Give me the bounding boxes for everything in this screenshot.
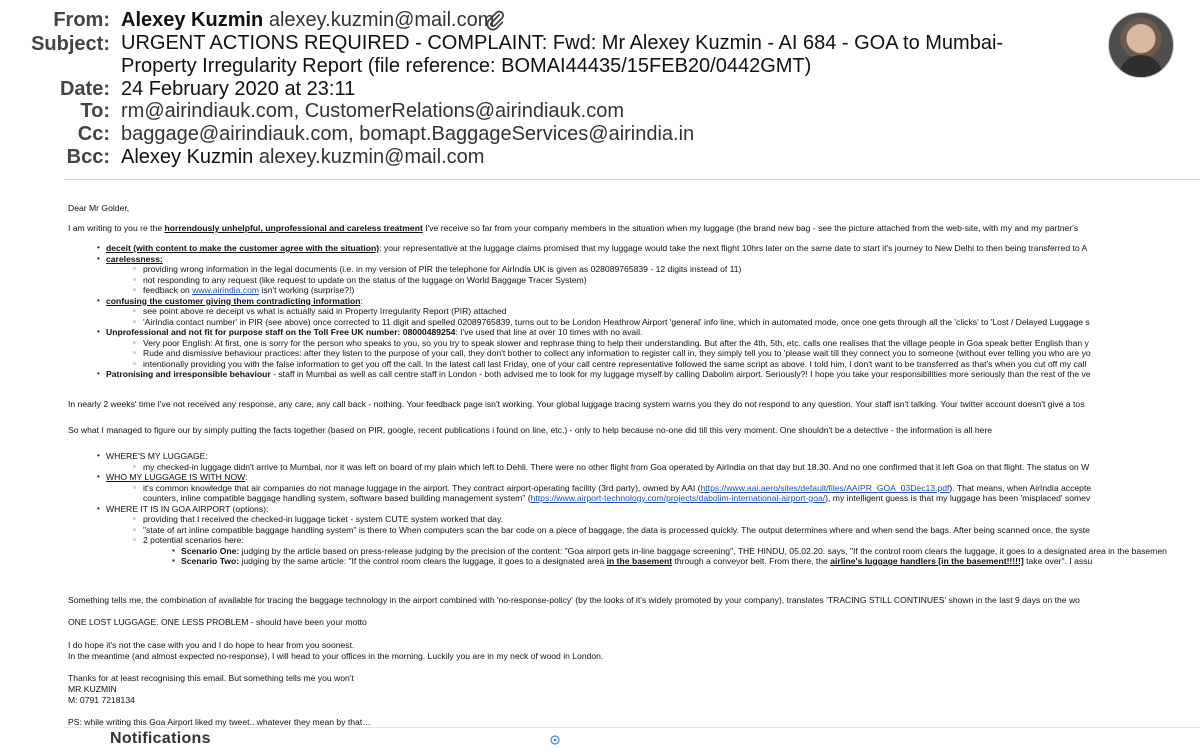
embedded-image-divider bbox=[64, 727, 1200, 728]
to-recipient-2[interactable]: CustomerRelations@airindiauk.com bbox=[304, 100, 625, 122]
bullet-icon: • bbox=[97, 503, 100, 513]
bullet-icon: ▪ bbox=[172, 556, 175, 565]
feedback-text-b: isn't working (surprise?!) bbox=[259, 285, 355, 295]
paragraph-meantime: In the meantime (and almost expected no-response), I will head to your offices in the morning. Luckily you are in my neck of wood in London. bbox=[68, 651, 604, 661]
list-item bbox=[143, 483, 1091, 494]
intro-text-a: I am writing to you re the bbox=[68, 223, 165, 233]
date-label: Date: bbox=[59, 78, 110, 100]
paragraph-figure: So what I managed to figure our by simply putting the facts together (based on PIR, google, recent publications i found on line, etc.) - only to help because no-one did till this very moment. One shouldn't be a detective - the information is all here bbox=[68, 425, 993, 435]
embedded-notifications-title: Notifications bbox=[110, 730, 211, 747]
list-item: my checked-in luggage didn't arrive to Mumbai, nor it was left on board of my plain which left to Dehli. There were no other flight from Goa operated by AirIndia on that day but 18.30. And no one confirmed that it left Goa on that flight. The status on W bbox=[143, 461, 1090, 472]
intro-text-c: I've receive so far from your company members in the situation when my luggage (the brand new bag - see the picture attached from the web-site, with my and my partner's bbox=[422, 223, 1079, 233]
bullet-icon: • bbox=[97, 295, 100, 305]
scenario-two-handlers: airline's luggage handlers [in the basement!!!!!] bbox=[830, 556, 1024, 566]
bullet-icon: ◦ bbox=[133, 285, 136, 294]
who-text-a: it's common knowledge that air companies do not manage luggage in the airport. They contract airport-operating facility (3rd party), owned by AAI ( bbox=[143, 482, 701, 493]
bullet-icon: ◦ bbox=[133, 264, 136, 273]
scenario-two-basement: in the basement bbox=[606, 556, 673, 566]
list-item: 'AirIndia contact number' in PIR (see above) once corrected to 11 digit and spelled 02089765839, turns out to be London Heathrow Airport 'general' info line, which in automated mode, once one gets through all the 'clicks' to 'Lost / Delayed Luggage s bbox=[143, 316, 1090, 327]
aai-link[interactable]: https://www.aai.aero/sites/default/files/AAIPR_GOA_03Dec13.pdf bbox=[700, 482, 950, 493]
paragraph-weeks: In nearly 2 weeks' time I've not received any response, any care, any call back - nothing. Your feedback page isn't working. Your global luggage tracing system warns you they do not respond to any question. Your staff isn't talking. Your twitter account doesn't give a tos bbox=[68, 399, 1085, 409]
list-item: providing wrong information in the legal documents (i.e. in my version of PIR the telephone for AirIndia UK is given as 028089765839 - 12 digits instead of 11) bbox=[143, 264, 742, 274]
paragraph-thanks: Thanks for at least recognising this email. But something tells me you won't bbox=[68, 673, 354, 683]
bullet-icon: ◦ bbox=[133, 306, 136, 315]
list-item-deceit bbox=[106, 243, 1087, 254]
email-header bbox=[0, 0, 1200, 180]
confusing-heading: confusing the customer giving them contradicting information bbox=[106, 295, 361, 306]
list-item bbox=[143, 285, 354, 296]
bullet-icon: ◦ bbox=[133, 337, 136, 347]
patronising-text: - staff in Mumbai as well as call centre staff in London - both advised me to look for my luggage myself by calling Dabolim airport. Seriously?! I hope you take your responsibilities more seriously than the rest of the ve bbox=[270, 369, 1091, 379]
bullet-icon: ▪ bbox=[172, 545, 175, 555]
from-label: From: bbox=[53, 9, 110, 31]
airindia-link[interactable]: www.airindia.com bbox=[192, 285, 260, 295]
paragraph-hope: I do hope it's not the case with you and I do hope to hear from you soonest. bbox=[68, 640, 355, 650]
scenario-two-label: Scenario Two: bbox=[181, 556, 240, 566]
subject-label: Subject: bbox=[31, 33, 110, 55]
paragraph-tells: Something tells me, the combination of available for tracing the baggage technology in the airport combined with 'no-response-policy' (by the looks of it's widely promoted by your company), translates 'TRACING STILL CONTINUES' shown in the last 9 days on the wo bbox=[68, 595, 1080, 605]
goa-heading: WHERE IT IS IN GOA AIRPORT (options): bbox=[106, 503, 269, 514]
bullet-icon: ◦ bbox=[133, 274, 136, 284]
scenario-two-text-a: judging by the same article: "If the control room clears the luggage, it goes to a designated area bbox=[239, 556, 607, 566]
confusing-colon: : bbox=[360, 295, 363, 306]
unprofessional-heading: Unprofessional and not fit for purpose staff on the Toll Free UK number: 08000489254 bbox=[106, 327, 456, 337]
who-text-d: ), my intelligent guess is that my luggage has been 'misplaced' somev bbox=[825, 493, 1091, 503]
carelessness-heading: carelessness: bbox=[106, 253, 163, 264]
signature-name: MR KUZMIN bbox=[68, 684, 117, 694]
scenario-one bbox=[181, 546, 1167, 557]
to-label: To: bbox=[80, 100, 110, 122]
from-value[interactable] bbox=[121, 8, 494, 32]
bullet-icon: • bbox=[97, 327, 100, 336]
bullet-icon: • bbox=[97, 472, 100, 481]
from-email: alexey.kuzmin@mail.com bbox=[268, 9, 495, 31]
bullet-icon: • bbox=[97, 369, 100, 378]
bcc-email: alexey.kuzmin@mail.com bbox=[258, 146, 485, 168]
header-divider bbox=[64, 179, 1200, 180]
to-recipient-1[interactable]: rm@airindiauk.com, bbox=[121, 100, 300, 122]
avatar-shirt bbox=[1119, 55, 1163, 78]
patronising-heading: Patronising and irresponsible behaviour bbox=[106, 369, 271, 379]
list-item-carelessness bbox=[106, 254, 163, 265]
list-item: Very poor English: At first, one is sorry for the person who speaks to you, so you try to speak slower and rephrase thing to help their understanding. But after the 4th, 5th, etc. calls one realises that the village people in Goa speak better English than y bbox=[143, 337, 1089, 348]
bcc-value[interactable] bbox=[121, 145, 484, 169]
avatar[interactable] bbox=[1108, 12, 1174, 78]
scenario-two bbox=[181, 556, 1092, 567]
list-item-confusing bbox=[106, 296, 363, 307]
intro-emphasis: horrendously unhelpful, unprofessional and careless treatment bbox=[164, 223, 423, 233]
list-item: intentionally providing you with the false information to get you off the call. In the latest call last Friday, one of your call centre representative followed the same script as above. I told him, I don't want to be transferred as that's when you cut off my call bbox=[143, 358, 1087, 369]
who-text-c: counters, inline compatible baggage handling system, software based building management system" ( bbox=[143, 493, 531, 503]
scenario-two-text-e: take over". I assu bbox=[1023, 556, 1093, 566]
list-item: providing that I received the checked-in luggage ticket - system CUTE system worked that day. bbox=[143, 514, 503, 524]
intro-paragraph bbox=[68, 223, 1078, 234]
cc-value bbox=[121, 122, 694, 146]
feedback-text-a: feedback on bbox=[143, 285, 193, 295]
from-name: Alexey Kuzmin bbox=[121, 9, 264, 31]
cc-label: Cc: bbox=[77, 123, 110, 145]
list-item: not responding to any request (like request to update on the status of the luggage on World Baggage Tracer System) bbox=[143, 274, 587, 285]
bcc-name: Alexey Kuzmin bbox=[121, 146, 254, 168]
signature-phone: M: 0791 7218134 bbox=[68, 695, 135, 705]
to-value bbox=[121, 99, 624, 123]
scenario-two-text-m: through a conveyor belt. From there, the bbox=[672, 556, 831, 566]
who-text-b: ). That means, when AirIndia accepte bbox=[949, 482, 1092, 493]
list-item: see point above re deceipt vs what is actually said in Property Irregularity Report (PIR) attached bbox=[143, 306, 507, 316]
list-item: 2 potential scenarios here: bbox=[143, 535, 244, 545]
who-colon: : bbox=[245, 472, 248, 482]
deceit-text: : your representative at the luggage claims promised that my luggage would take the next flight 10hrs later on the same date to start it's journey to New Delhi to then being transferred to A bbox=[379, 243, 1088, 253]
bullet-icon: ◦ bbox=[133, 348, 136, 357]
paperclip-icon[interactable] bbox=[484, 9, 506, 31]
bullet-icon: • bbox=[97, 451, 100, 460]
bullet-icon: ◦ bbox=[133, 358, 136, 368]
greeting: Dear Mr Golder, bbox=[68, 203, 130, 213]
list-item-unprofessional bbox=[106, 327, 642, 338]
scenario-one-text: judging by the article based on press-release judging by the precision of the content: "Goa airport gets in-line baggage screening", THE HINDU, 05.02.20. says, "If the control room clears the luggage, it goes to a designated area in the basemen bbox=[239, 545, 1167, 556]
scenario-one-label: Scenario One: bbox=[181, 545, 240, 556]
list-item-continued bbox=[143, 493, 1090, 504]
who-heading: WHO MY LUGGAGE IS WITH NOW bbox=[106, 472, 246, 482]
bullet-icon: ◦ bbox=[133, 524, 136, 534]
unprofessional-text: : I've used that line at over 10 times with no avail. bbox=[455, 327, 643, 337]
date-value: 24 February 2020 at 23:11 bbox=[121, 78, 356, 100]
bullet-icon: ◦ bbox=[133, 461, 136, 471]
postscript: PS: while writing this Goa Airport liked my tweet.. whatever they mean by that… bbox=[68, 717, 371, 727]
who-heading-row bbox=[106, 472, 248, 483]
list-item-patronising bbox=[106, 369, 1091, 380]
subject-value: URGENT ACTIONS REQUIRED - COMPLAINT: Fwd: Mr Alexey Kuzmin - AI 684 - GOA to Mumbai- Property Irregularity Report (file reference: BOMAI44435/15FEB20/0442GMT) bbox=[121, 32, 1004, 77]
bullet-icon: • bbox=[97, 243, 100, 252]
gear-icon bbox=[548, 733, 562, 747]
cc-recipient-2[interactable]: bomapt.BaggageServices@airindia.in bbox=[359, 123, 695, 145]
bullet-icon: • bbox=[97, 253, 100, 263]
bullet-icon: ◦ bbox=[133, 514, 136, 523]
bullet-icon: ◦ bbox=[133, 535, 136, 544]
cc-recipient-1[interactable]: baggage@airindiauk.com, bbox=[121, 123, 354, 145]
where-heading: WHERE'S MY LUGGAGE: bbox=[106, 451, 208, 461]
bullet-icon: ◦ bbox=[133, 316, 136, 326]
deceit-heading: deceit (with content to make the customer agree with the situation) bbox=[106, 243, 380, 253]
airport-technology-link[interactable]: https://www.airport-technology.com/projects/dabolim-international-airport-goa/ bbox=[530, 493, 826, 503]
bullet-icon: ◦ bbox=[133, 482, 136, 492]
paragraph-motto: ONE LOST LUGGAGE. ONE LESS PROBLEM - should have been your motto bbox=[68, 617, 367, 627]
list-item: Rude and dismissive behaviour practices: after they listen to the purpose of your call, they don't bother to collect any information to register call in, they simply tell you to 'please wait till they connect you to someone (without ever telling you who are yo bbox=[143, 348, 1091, 358]
bcc-label: Bcc: bbox=[66, 146, 110, 168]
list-item: "state of art inline compatible baggage handling system" is there to When computers scan the bar code on a piece of baggage, the data is processed quickly. The output determines where and when send the bags. After being scanned once, the syste bbox=[143, 524, 1090, 535]
